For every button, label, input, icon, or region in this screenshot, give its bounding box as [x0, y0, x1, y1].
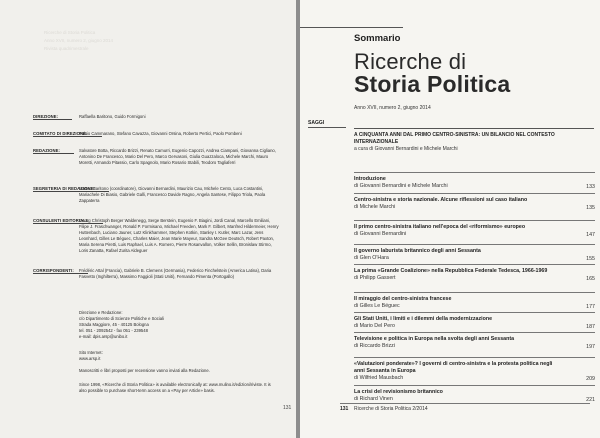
- issue-info: Anno XVII, numero 2, giugno 2014: [354, 105, 431, 111]
- toc-entry[interactable]: [354, 336, 598, 350]
- journal-title-line2: Storia Politica: [354, 71, 511, 97]
- right-page: [300, 0, 600, 438]
- section-label: Sommario: [354, 33, 401, 44]
- toc-page: 221: [586, 397, 595, 403]
- toc-author: di Riccardo Brizzi: [354, 343, 395, 349]
- website-block: [79, 350, 279, 362]
- toc-title: «Valutazioni ponderate»? I governi di centro-sinistra e la protesta politica negli anni Sessanta in Europa: [354, 361, 553, 374]
- saggi-label: SAGGI: [308, 120, 325, 126]
- toc-author: di Michele Marchi: [354, 204, 396, 210]
- address-line: Direzione e Redazione:: [79, 310, 123, 315]
- website-link[interactable]: www.arsp.it: [79, 356, 101, 361]
- online-note: Since 1998, «Ricerche di Storia Politica» is available electronically at: www.mulino.it/edizioni/riviste. It is also possible to purchase short-term access on a «Pay per Article» basis.: [79, 382, 271, 393]
- footer-running-title: Ricerche di Storia Politica 2/2014: [354, 406, 428, 412]
- credit-value: Frédéric Attal (Francia), Gabriele B. Clemens (Germania), Federico Finchelstein (America Latina), Daria Fasvetto (Inghilterra), Massimo Faggioli (Stati Uniti), Fernando Pimenta (Portogallo): [79, 268, 272, 279]
- credit-value: Matteo Baritono (coordinatore), Giovanni Bernardini, Maurizio Cau, Michele Cento, Luca Costantini, Mariachele Di Biasio, Gabriele Galli, Francesco Davide Ragno, Angela Santese, Filippo Triola, Paola Zappaterra: [79, 186, 266, 203]
- footer-page-number: 131: [340, 406, 349, 412]
- left-page-number: 131: [283, 405, 292, 411]
- credit-label: SEGRETERIA DI REDAZIONE:: [33, 186, 96, 191]
- toc-author: di Mario Del Pero: [354, 323, 395, 329]
- manuscript-note: Manoscritti e libri proposti per recensione vanno inviati alla Redazione.: [79, 368, 210, 373]
- toc-entry[interactable]: [354, 316, 598, 330]
- journal-title-line1: Ricerche di: [354, 49, 467, 74]
- toc-entry[interactable]: [354, 224, 598, 238]
- toc-title: Il primo centro-sinistra italiano nell'epoca del «riformismo» europeo: [354, 224, 526, 230]
- ghost-line: Ricerche di Storia Politica: [44, 30, 96, 35]
- toc-page: 209: [586, 376, 595, 382]
- address-line: Strada Maggiore, 45 - 40125 Bologna: [79, 322, 149, 327]
- special-section-editors: a cura di Giovanni Bernardini e Michele Marchi: [354, 146, 458, 152]
- address-line: c/o Dipartimento di Scienze Politiche e Sociali: [79, 316, 164, 321]
- credit-value: Fulvio Cammarano, Stefano Cavazza, Giovanni Orsina, Roberto Pertici, Paolo Pombeni: [79, 131, 242, 136]
- toc-title: La crisi del revisionismo britannico: [354, 389, 443, 395]
- toc-author: di Richard Vinen: [354, 396, 393, 402]
- toc-author: di Glen O'Hara: [354, 255, 389, 261]
- toc-entry[interactable]: [354, 361, 598, 382]
- toc-title: Centro-sinistra e storia nazionale. Alcune riflessioni sul caso italiano: [354, 197, 528, 203]
- toc-page: 165: [586, 276, 595, 282]
- toc-page: 147: [586, 232, 595, 238]
- toc-author: di Giovanni Bernardini: [354, 231, 407, 237]
- toc-entry[interactable]: [354, 176, 598, 190]
- toc-author: di Philipp Gassert: [354, 275, 396, 281]
- toc-page: 177: [586, 304, 595, 310]
- toc-title: La prima «Grande Coalizione» nella Repubblica Federale Tedesca, 1966-1969: [354, 268, 548, 274]
- ghost-line: Rivista quadrimestrale: [44, 46, 89, 51]
- credit-label: DIREZIONE:: [33, 114, 59, 119]
- toc-page: 197: [586, 344, 595, 350]
- toc-title: Il governo laburista britannico degli anni Sessanta: [354, 248, 481, 254]
- email-line: e-mail: dpis.arsp@unibo.it: [79, 334, 128, 339]
- website-label: Sito Internet:: [79, 350, 103, 355]
- toc-entry[interactable]: [354, 197, 598, 211]
- credit-label: REDAZIONE:: [33, 148, 61, 153]
- address-line: tel. 051 - 2092542 - fax 051 - 239548: [79, 328, 148, 333]
- toc-entry[interactable]: [354, 268, 598, 282]
- toc-page: 155: [586, 256, 595, 262]
- toc-title: Televisione e politica in Europa nella svolta degli anni Sessanta: [354, 336, 515, 342]
- toc-author: di Giovanni Bernardini e Michele Marchi: [354, 183, 448, 189]
- credit-label: COMITATO DI DIREZIONE:: [33, 131, 88, 136]
- toc-page: 133: [586, 184, 595, 190]
- left-page: [0, 0, 296, 438]
- toc-entry[interactable]: [354, 389, 598, 403]
- toc-author: di Wilfried Mausbach: [354, 375, 404, 381]
- toc-entry[interactable]: [354, 248, 598, 262]
- toc-title: Introduzione: [354, 176, 386, 182]
- toc-page: 187: [586, 324, 595, 330]
- toc-title: Il miraggio del centro-sinistra francese: [354, 296, 452, 302]
- credit-label: CONSULENTI EDITORIALI:: [33, 218, 89, 223]
- address-block: [79, 310, 279, 340]
- toc-title: Gli Stati Uniti, i limiti e i dilemmi della modernizzazione: [354, 316, 493, 322]
- credit-value: Salvatore Botta, Riccardo Brizzi, Renato Camurri, Eugenio Capozzi, Andrea Ciampani, Giovanna Cigliano, Antonino De Francesco, Mario Del Pero, Marco Gervasoni, Giulia Guazzaloca, Michele Marchi, Mauro Moretti, Armando Pitassio, Carlo Spagnolo, Mario Rosario Stabili, Teodoro Tagliaferri: [79, 148, 276, 165]
- toc-entry[interactable]: [354, 296, 598, 310]
- ghost-line: Anno XVII, numero 2, giugno 2014: [44, 38, 114, 43]
- special-section-heading: A CINQUANTA ANNI DAL PRIMO CENTRO-SINISTRA: UN BILANCIO NEL CONTESTO INTERNAZIONALE: [354, 132, 584, 146]
- credit-value: Raffaella Baritono, Guido Formigoni: [79, 114, 146, 119]
- toc-author: di Gilles Le Béguec: [354, 303, 400, 309]
- toc-page: 135: [586, 205, 595, 211]
- credit-value: Georg Christoph Berger Waldenegg, Serge Berstein, Eugenio F. Biagini, Jordi Canal, Marcello Emiliani, Filipe J. Fraschwanger, Ronald P. Formisano, Michael Freeden, Mark F. Gilbert, Manfred Hildermeier, Henry Huttenbach, Luciano Jauner, Lutz Klinkhammer, Stephen Kotkin, Stanley I. Kutler, Marc Lazar, Jens Leonhard, Gilles Le Béguec, Charles Maier, Jean Marie Mayeur, Sandra McGee Deutsch, Robert Paxton, Maria Serena Piretti, Luis Raphael, Luis A. Romero, Pierre Rosanvallon, Volker Sellin, Bronislaw Stirmo, Loris Zanatta, Rafael Zurita Aldeguer: [79, 218, 279, 253]
- credit-label: CORRISPONDENTI:: [33, 268, 74, 273]
